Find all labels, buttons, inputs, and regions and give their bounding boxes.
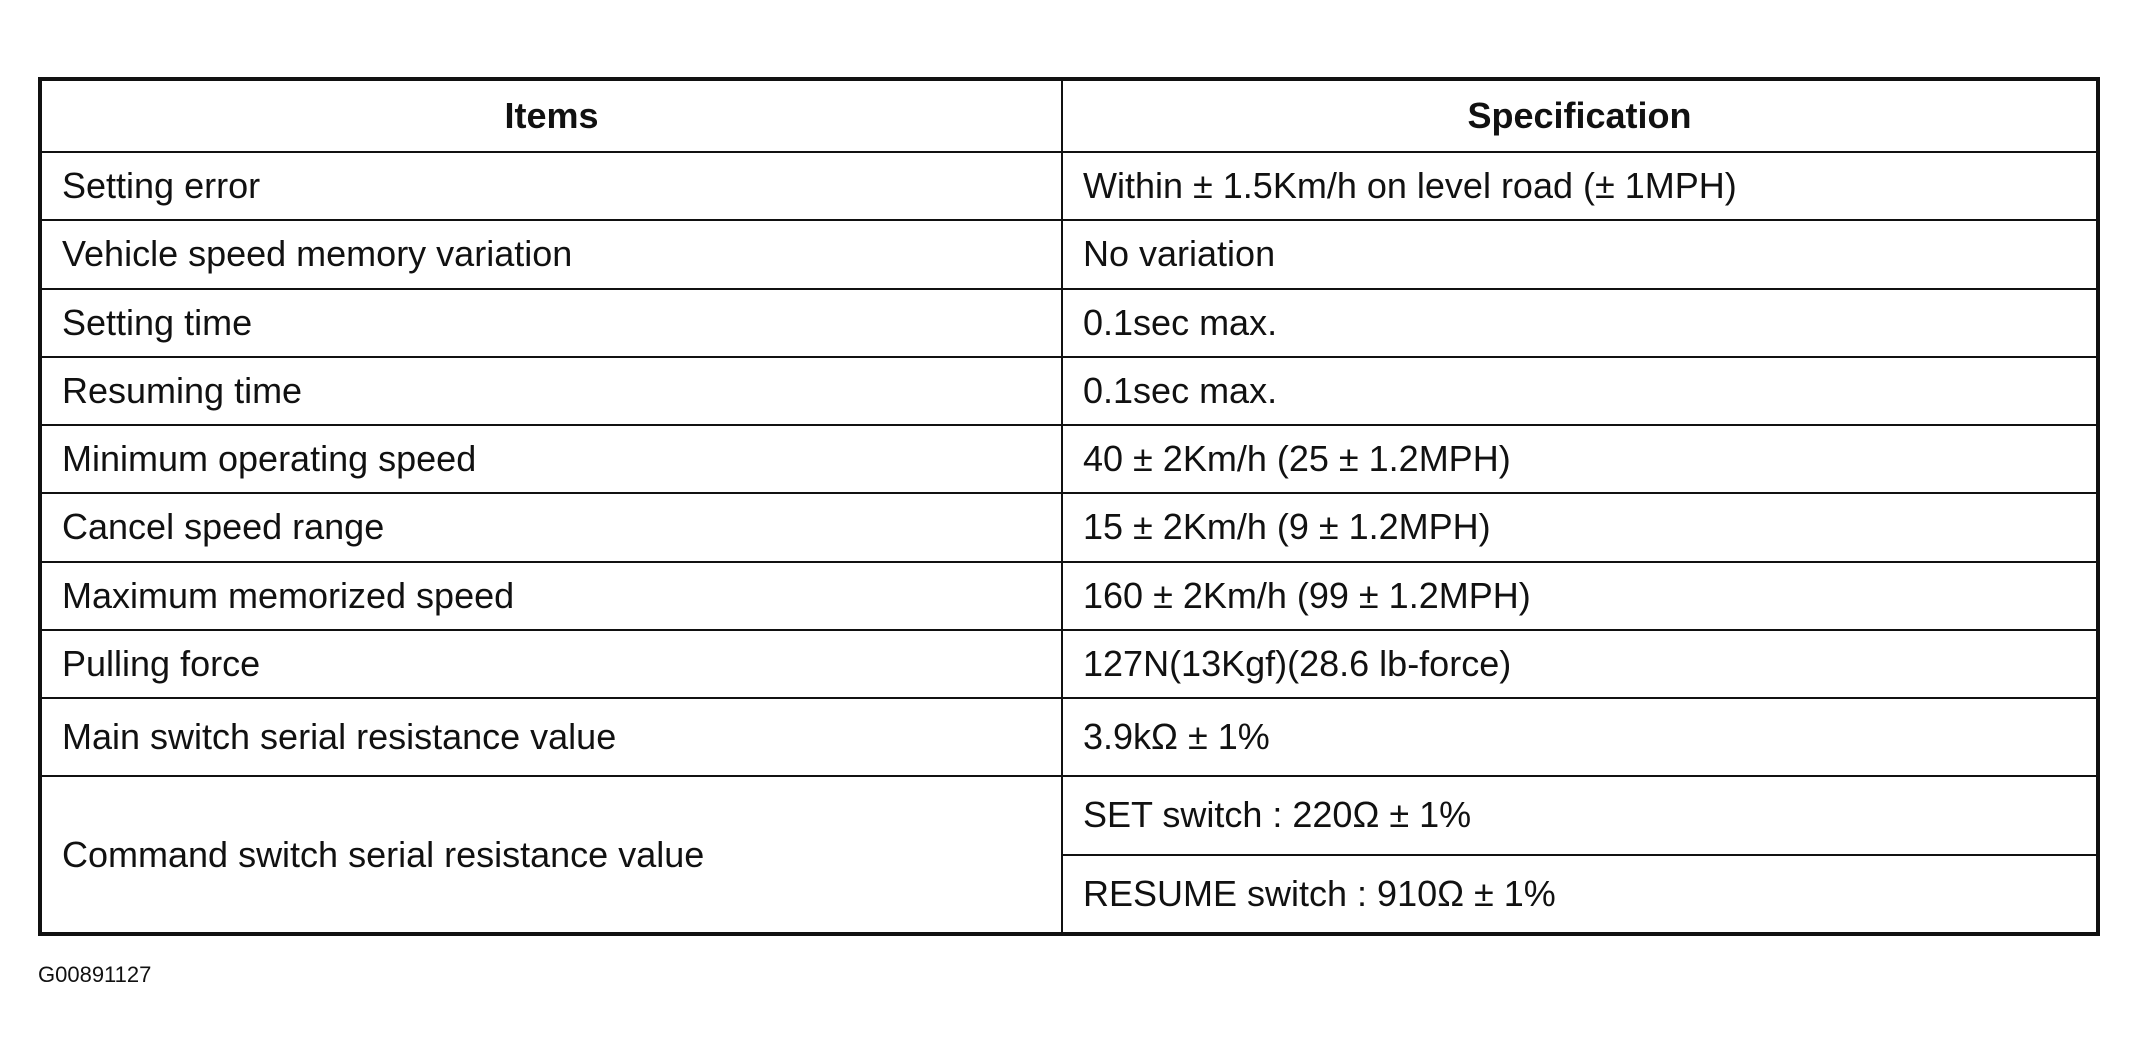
table-row: [40, 289, 2098, 357]
command-switch-item-cell: Command switch serial resistance value: [40, 776, 1062, 934]
item-cell: Resuming time: [40, 357, 1062, 425]
table-row: [40, 493, 2098, 561]
table-row: [40, 630, 2098, 698]
spec-cell: 0.1sec max.: [1062, 357, 2098, 425]
spec-cell: 0.1sec max.: [1062, 289, 2098, 357]
item-cell: Pulling force: [40, 630, 1062, 698]
spec-cell: No variation: [1062, 220, 2098, 288]
set-switch-spec-cell: SET switch : 220Ω ± 1%: [1062, 776, 2098, 854]
table-row: [40, 425, 2098, 493]
item-cell: Maximum memorized speed: [40, 562, 1062, 630]
spec-cell: 40 ± 2Km/h (25 ± 1.2MPH): [1062, 425, 2098, 493]
header-row: [40, 79, 2098, 152]
item-cell: Minimum operating speed: [40, 425, 1062, 493]
resume-switch-spec-cell: RESUME switch : 910Ω ± 1%: [1062, 855, 2098, 934]
table-row: [40, 220, 2098, 288]
table-row: [40, 562, 2098, 630]
items-header: Items: [40, 79, 1062, 152]
spec-cell: 127N(13Kgf)(28.6 lb-force): [1062, 630, 2098, 698]
spec-cell: 15 ± 2Km/h (9 ± 1.2MPH): [1062, 493, 2098, 561]
figure-code: G00891127: [38, 962, 152, 987]
spec-cell: 3.9kΩ ± 1%: [1062, 698, 2098, 776]
table-row: [40, 776, 2098, 854]
item-cell: Setting error: [40, 152, 1062, 220]
specification-table: [38, 77, 2100, 936]
table-row: [40, 357, 2098, 425]
item-cell: Main switch serial resistance value: [40, 698, 1062, 776]
table-row: [40, 152, 2098, 220]
item-cell: Setting time: [40, 289, 1062, 357]
spec-cell: 160 ± 2Km/h (99 ± 1.2MPH): [1062, 562, 2098, 630]
item-cell: Cancel speed range: [40, 493, 1062, 561]
table-row: [40, 698, 2098, 776]
spec-cell: Within ± 1.5Km/h on level road (± 1MPH): [1062, 152, 2098, 220]
item-cell: Vehicle speed memory variation: [40, 220, 1062, 288]
specification-header: Specification: [1062, 79, 2098, 152]
